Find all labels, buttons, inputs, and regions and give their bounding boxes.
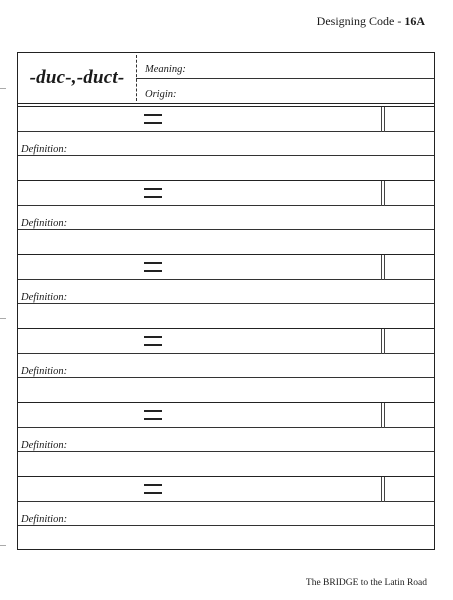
double-bar-divider <box>381 255 385 280</box>
equals-icon <box>144 410 162 420</box>
meaning-origin-divider <box>136 78 434 79</box>
definition-row[interactable] <box>18 428 434 452</box>
definition-label: Definition: <box>21 514 68 525</box>
code-number: 16A <box>404 14 425 28</box>
double-bar-divider <box>381 181 385 206</box>
equation-row[interactable] <box>18 107 434 132</box>
meaning-label: Meaning: <box>145 64 186 75</box>
page-header-code <box>317 14 425 29</box>
equals-icon <box>144 262 162 272</box>
double-bar-divider <box>381 477 385 502</box>
footer-title: The BRIDGE to the Latin Road <box>305 578 427 588</box>
title-row <box>18 53 434 103</box>
equals-icon <box>144 114 162 124</box>
definition-blank-line[interactable] <box>18 230 434 254</box>
equals-icon <box>144 336 162 346</box>
definition-blank-line[interactable] <box>18 526 434 550</box>
definition-label: Definition: <box>21 366 68 377</box>
definition-row[interactable] <box>18 280 434 304</box>
double-bar-divider <box>381 403 385 428</box>
equation-row[interactable] <box>18 403 434 428</box>
definition-row[interactable] <box>18 132 434 156</box>
definition-label: Definition: <box>21 292 68 303</box>
definition-row[interactable] <box>18 206 434 230</box>
margin-tick <box>0 318 6 319</box>
equation-row[interactable] <box>18 329 434 354</box>
entry-block-1 <box>18 107 434 180</box>
definition-blank-line[interactable] <box>18 452 434 476</box>
margin-tick <box>0 545 6 546</box>
equation-row[interactable] <box>18 181 434 206</box>
equals-icon <box>144 188 162 198</box>
entry-block-2 <box>18 181 434 254</box>
entry-block-5 <box>18 403 434 476</box>
definition-blank-line[interactable] <box>18 156 434 180</box>
double-bar-divider <box>381 107 385 132</box>
margin-tick <box>0 88 6 89</box>
definition-label: Definition: <box>21 144 68 155</box>
definition-label: Definition: <box>21 218 68 229</box>
origin-label: Origin: <box>145 89 177 100</box>
equals-icon <box>144 484 162 494</box>
definition-label: Definition: <box>21 440 68 451</box>
equation-row[interactable] <box>18 255 434 280</box>
code-label: Designing Code - <box>316 14 405 28</box>
definition-row[interactable] <box>18 502 434 526</box>
definition-row[interactable] <box>18 354 434 378</box>
definition-blank-line[interactable] <box>18 304 434 328</box>
entry-block-6 <box>18 477 434 550</box>
definition-blank-line[interactable] <box>18 378 434 402</box>
latin-root-word: -duc-,-duct- <box>29 67 125 88</box>
equation-row[interactable] <box>18 477 434 502</box>
worksheet <box>17 52 435 550</box>
entry-block-3 <box>18 255 434 328</box>
double-bar-divider <box>381 329 385 354</box>
entry-block-4 <box>18 329 434 402</box>
